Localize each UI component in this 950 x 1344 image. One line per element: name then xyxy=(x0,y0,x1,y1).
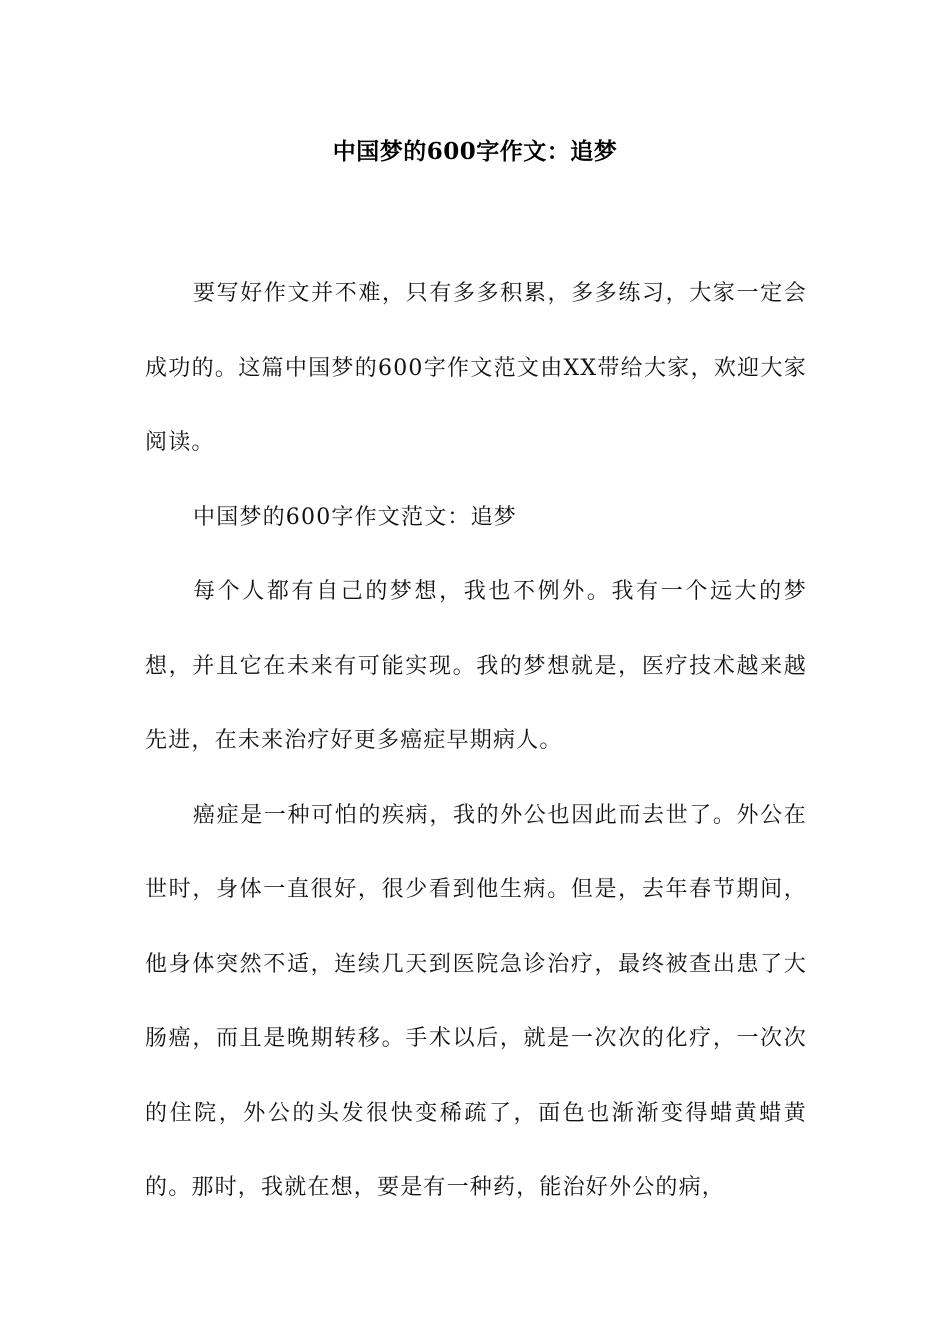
paragraph-intro: 要写好作文并不难，只有多多积累，多多练习，大家一定会成功的。这篇中国梦的600字作文范文由XX带给大家，欢迎大家阅读。 xyxy=(145,281,807,455)
paragraph-grandfather: 癌症是一种可怕的疾病，我的外公也因此而去世了。外公在世时，身体一直很好，很少看到他生病。但是，去年春节期间，他身体突然不适，连续几天到医院急诊治疗，最终被查出患了大肠癌，而且是晚期转移。手术以后，就是一次次的化疗，一次次的住院，外公的头发很快变稀疏了，面色也渐渐变得蜡黄蜡黄的。那时，我就在想，要是有一种药，能治好外公的病， xyxy=(145,802,807,1200)
document-body xyxy=(145,257,807,1226)
paragraph-dream: 每个人都有自己的梦想，我也不例外。我有一个远大的梦想，并且它在未来有可能实现。我的梦想就是，医疗技术越来越先进，在未来治疗好更多癌症早期病人。 xyxy=(145,579,807,753)
document-title: 中国梦的600字作文：追梦 xyxy=(332,138,618,165)
paragraph-subtitle: 中国梦的600字作文范文：追梦 xyxy=(193,504,517,530)
